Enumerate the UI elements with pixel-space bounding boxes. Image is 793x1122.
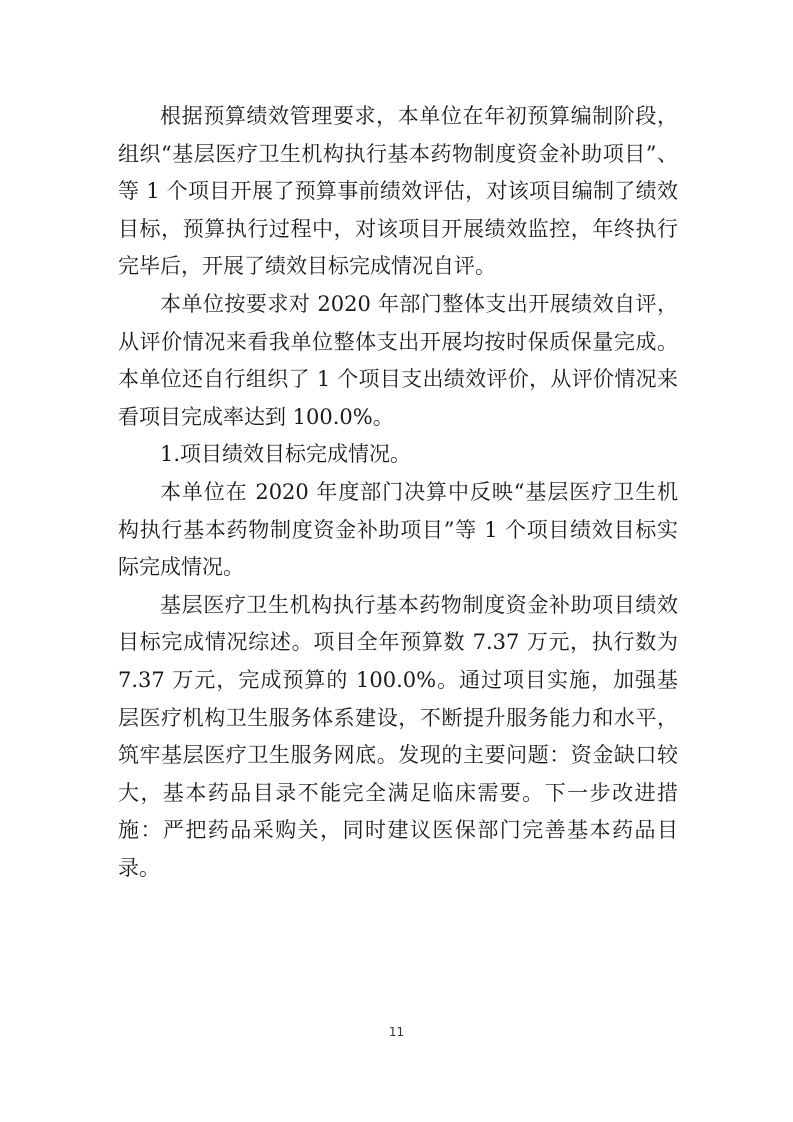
page-body [118, 98, 678, 887]
paragraph-project-summary: 基层医疗卫生机构执行基本药物制度资金补助项目绩效目标完成情况综述。项目全年预算数 7.37 万元，执行数为 7.37 万元，完成预算的 100.0%。通过项目实施，加强基层医疗机构卫生服务体系建设，不断提升服务能力和水平，筑牢基层医疗卫生服务网底。发现的主要问题：资金缺口较大，基本药品目录不能完全满足临床需要。下一步改进措施：严把药品采购关，同时建议医保部门完善基本药品目录。 [118, 592, 678, 880]
paragraph-budget-evaluation: 根据预算绩效管理要求，本单位在年初预算编制阶段，组织“基层医疗卫生机构执行基本药物制度资金补助项目”、等 1 个项目开展了预算事前绩效评估，对该项目编制了绩效目标，预算执行过程中，对该项目开展绩效监控，年终执行完毕后，开展了绩效目标完成情况自评。 [118, 104, 678, 279]
section-heading-project-goals: 1.项目绩效目标完成情况。 [160, 442, 412, 467]
paragraph-self-evaluation: 本单位按要求对 2020 年部门整体支出开展绩效自评，从评价情况来看我单位整体支出开展均按时保质保量完成。本单位还自行组织了 1 个项目支出绩效评价，从评价情况来看项目完成率达到 100.0%。 [118, 291, 678, 429]
paragraph-final-accounts: 本单位在 2020 年度部门决算中反映“基层医疗卫生机构执行基本药物制度资金补助项目”等 1 个项目绩效目标实际完成情况。 [118, 479, 678, 580]
page-number: 11 [388, 1025, 405, 1039]
